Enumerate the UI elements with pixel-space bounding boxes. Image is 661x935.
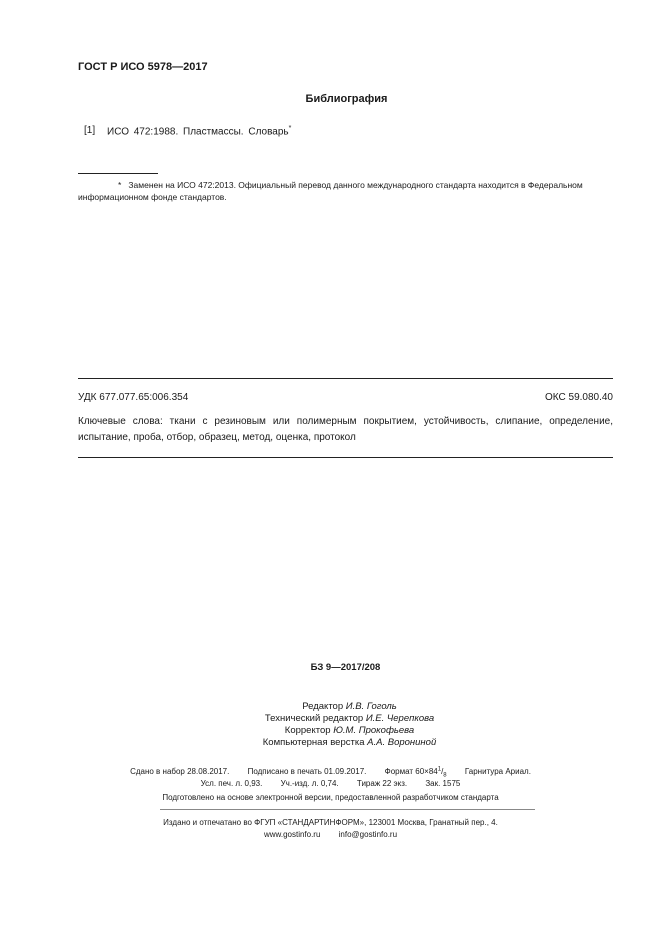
bibliography-title: Библиография bbox=[305, 93, 388, 105]
imprint-line-2: Усл. печ. л. 0,93. Уч.-изд. л. 0,74. Тираж 22 экз. Зак. 1575 bbox=[200, 779, 461, 788]
divider-top bbox=[78, 378, 613, 379]
footnote-ref-mark: * bbox=[288, 125, 292, 132]
reference-number: [1] bbox=[84, 125, 96, 136]
divider-bottom bbox=[78, 457, 613, 458]
footnote-separator bbox=[78, 173, 158, 174]
udk-code: УДК 677.077.65:006.354 bbox=[78, 392, 189, 403]
website-link[interactable]: www.gostinfo.ru bbox=[263, 830, 321, 839]
oks-code: ОКС 59.080.40 bbox=[545, 392, 613, 403]
imprint-line-1: Сдано в набор 28.08.2017. Подписано в печать 01.09.2017. Формат $60\times 84^1/_8$ Гарнитура Ариал. bbox=[130, 766, 531, 779]
bz-number: БЗ 9—2017/208 bbox=[310, 662, 381, 673]
staff-list bbox=[0, 701, 661, 749]
imprint-divider bbox=[160, 809, 535, 810]
footnote bbox=[78, 179, 613, 203]
reference-title: ИСО 472:1988. Пластмассы. Словарь bbox=[107, 126, 289, 138]
staff-tech-editor: Технический редактор И.Е. Черепкова bbox=[264, 713, 435, 724]
imprint-prepared: Подготовлено на основе электронной версии, предоставленной разработчиком стандарта bbox=[162, 793, 499, 802]
imprint-format: Формат $60\times 84^1/_8$ bbox=[384, 766, 447, 779]
imprint-publisher: Издано и отпечатано во ФГУП «СТАНДАРТИНФОРМ», 123001 Москва, Гранатный пер., 4. bbox=[163, 818, 498, 827]
footnote-text: Заменен на ИСО 472:2013. Официальный перевод данного международного стандарта находится в Федеральном информационном фонде стандартов. bbox=[78, 180, 583, 202]
staff-editor: Редактор И.В. Гоголь bbox=[302, 701, 397, 712]
imprint-contacts bbox=[0, 830, 661, 839]
reference-text bbox=[107, 125, 291, 137]
footnote-mark: * bbox=[118, 180, 122, 190]
standard-designation: ГОСТ Р ИСО 5978—2017 bbox=[78, 61, 208, 73]
keywords: Ключевые слова: ткани с резиновым или полимерным покрытием, устойчивость, слипание, определение, испытание, проба, отбор, образец, метод, оценка, протокол bbox=[78, 416, 613, 443]
staff-layout: Компьютерная верстка А.А. Ворониной bbox=[262, 737, 437, 748]
staff-corrector: Корректор Ю.М. Прокофьева bbox=[284, 725, 415, 736]
email-link[interactable]: info@gostinfo.ru bbox=[338, 830, 398, 839]
